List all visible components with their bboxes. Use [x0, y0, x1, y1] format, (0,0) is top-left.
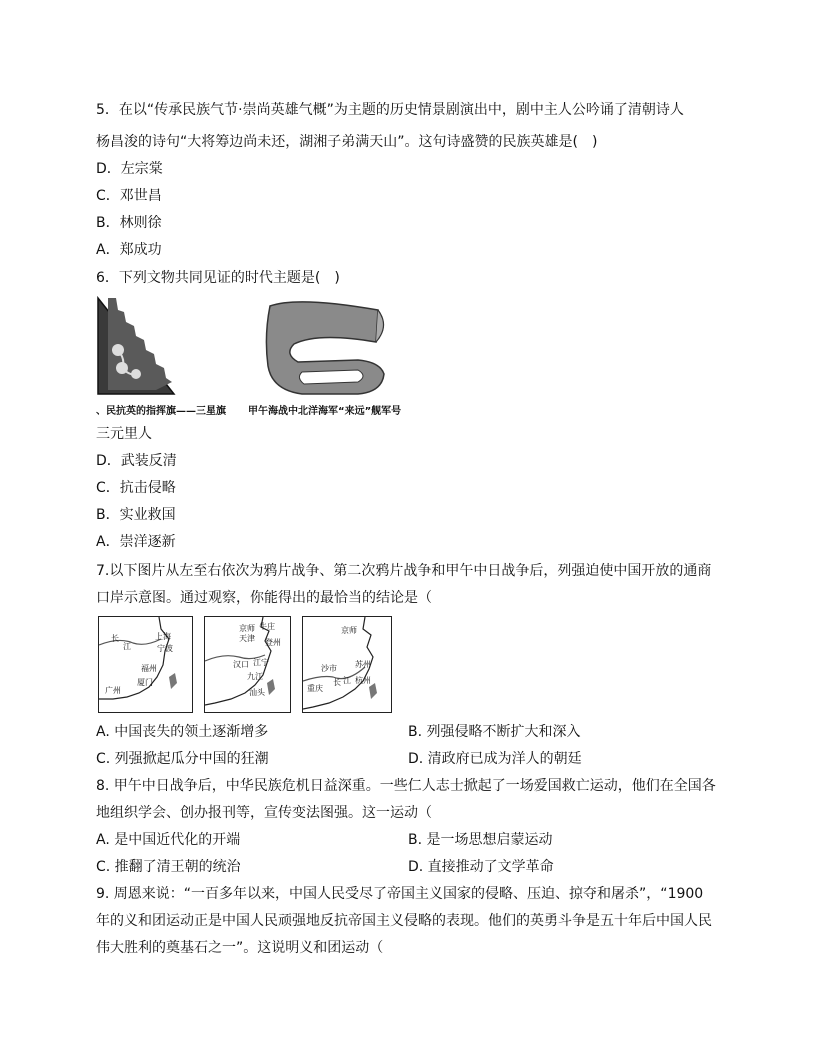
q8-option-d: D. 直接推动了文学革命 — [408, 859, 554, 875]
caption-bugle: 甲午海战中北洋海军“来远”舰军号 — [248, 406, 402, 417]
map1-label-3: 宁波 — [157, 644, 173, 653]
q8-stem-line2: 地组织学会、创办报刊等，宣传变法图强。这一运动（ — [96, 805, 432, 821]
q9-stem-line3: 伟大胜利的奠基石之一”。这说明义和团运动（ — [96, 940, 384, 956]
q8-option-c: C. 推翻了清王朝的统治 — [96, 859, 241, 875]
q8-stem-line1: 8. 甲午中日战争后，中华民族危机日益深重。一些仁人志士掀起了一场爱国救亡运动，他们在全国各 — [96, 778, 716, 794]
q6-trailing-text: 三元里人 — [96, 426, 152, 442]
q7-option-a: A. 中国丧失的领土逐渐增多 — [96, 724, 269, 740]
q6-option-d: D．武装反清 — [96, 453, 177, 469]
q6-option-b: B．实业救国 — [96, 507, 176, 523]
map3-label-1: 沙市 — [321, 664, 337, 673]
map2-label-3: 牛庄 — [259, 622, 275, 631]
q7-stem-line2: 口岸示意图。通过观察，你能得出的最恰当的结论是（ — [96, 590, 432, 606]
q5-option-a: A．郑成功 — [96, 242, 162, 258]
map2-label-1: 天津 — [239, 634, 255, 643]
q5-option-c: C．邓世昌 — [96, 188, 162, 204]
q6-option-c: C．抗击侵略 — [96, 480, 176, 496]
map1-label-2: 上海 — [155, 632, 171, 641]
q5-option-b: B．林则徐 — [96, 215, 162, 231]
map3-label-6: 杭州 — [355, 676, 371, 685]
map2-label-6: 江宁 — [253, 658, 269, 667]
map3-label-5: 江 — [343, 676, 351, 685]
map1-label-4: 福州 — [141, 664, 157, 673]
q5-stem-line2: 杨昌浚的诗句“大将筹边尚未还，湖湘子弟满天山”。这句诗盛赞的民族英雄是( ) — [96, 134, 598, 150]
q5-option-d: D．左宗棠 — [96, 161, 163, 177]
map3-label-4: 长 — [333, 678, 341, 687]
q6-option-a: A．崇洋逐新 — [96, 534, 176, 550]
map3-label-2: 苏州 — [355, 660, 371, 669]
q7-stem-line1: 7.以下图片从左至右依次为鸦片战争、第二次鸦片战争和甲午中日战争后，列强迫使中国开放的通商 — [96, 563, 712, 579]
map3-label-3: 重庆 — [307, 684, 323, 693]
map-second-opium-war-ports — [204, 616, 291, 713]
q7-option-c: C. 列强掀起瓜分中国的狂潮 — [96, 751, 269, 767]
three-star-flag-image — [96, 294, 226, 398]
q5-stem-line1: 5．在以“传承民族气节·崇尚英雄气概”为主题的历史情景剧演出中，剧中主人公吟诵了清朝诗人 — [96, 102, 684, 118]
q7-option-d: D. 清政府已成为洋人的朝廷 — [408, 751, 582, 767]
map3-label-0: 京师 — [341, 626, 357, 635]
map1-label-1: 江 — [123, 642, 131, 651]
map2-label-5: 九江 — [247, 672, 263, 681]
map2-label-4: 汉口 — [233, 660, 249, 669]
q9-stem-line2: 年的义和团运动正是中国人民顽强地反抗帝国主义侵略的表现。他们的英勇斗争是五十年后中国人民 — [96, 913, 712, 929]
caption-three-star-flag: 、民抗英的指挥旗——三星旗 — [96, 406, 226, 417]
map2-label-0: 京师 — [239, 624, 255, 633]
q7-option-b: B. 列强侵略不断扩大和深入 — [408, 724, 581, 740]
map-sino-japanese-war-ports — [302, 616, 392, 713]
map1-label-6: 广州 — [105, 686, 121, 695]
map2-label-2: 登州 — [265, 638, 281, 647]
q9-stem-line1: 9. 周恩来说：“一百多年以来，中国人民受尽了帝国主义国家的侵略、压迫、掠夺和屠杀”，“1900 — [96, 886, 704, 902]
map1-label-5: 厦门 — [137, 678, 153, 687]
q8-option-a: A. 是中国近代化的开端 — [96, 832, 241, 848]
map2-label-7: 汕头 — [249, 688, 265, 697]
map-opium-war-ports — [98, 616, 193, 713]
map1-label-0: 长 — [111, 634, 119, 643]
q6-stem: 6．下列文物共同见证的时代主题是( ) — [96, 270, 340, 286]
bugle-image — [258, 296, 408, 400]
q8-option-b: B. 是一场思想启蒙运动 — [408, 832, 553, 848]
